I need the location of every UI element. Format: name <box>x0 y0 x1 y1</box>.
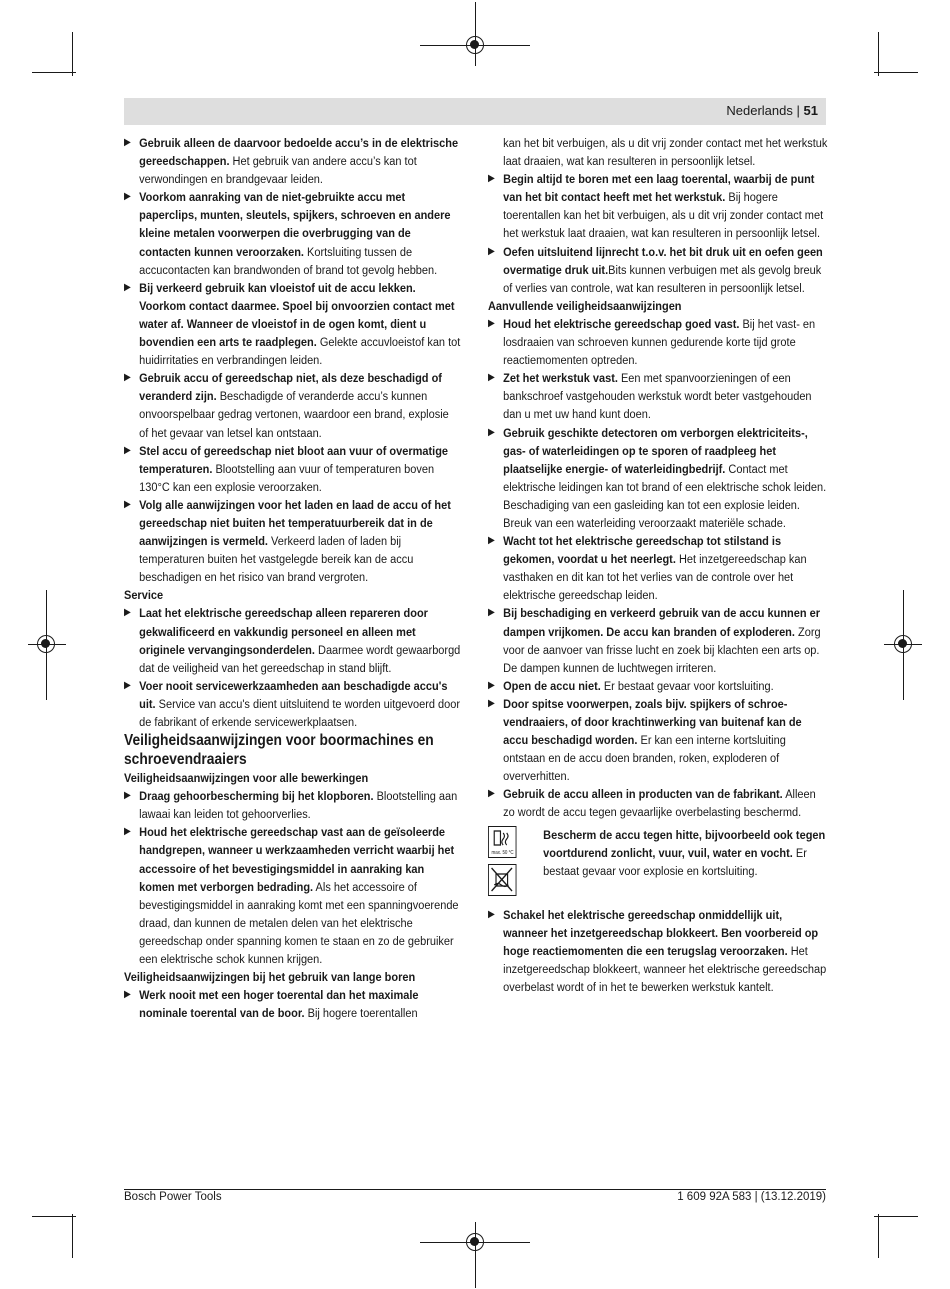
crop-mark <box>32 1216 76 1217</box>
bullet-bold-text: Houd het elektrische gereedschap vast aan de geïsoleerde handgrepen, wanneer u werkzaamheden verricht waarbij het accessoire of het bevestigingsmiddel in aanraking kan komen met verborgen bedrading. <box>139 825 455 894</box>
heat-warning-icon <box>488 826 516 858</box>
section-subheading: Service <box>124 588 164 603</box>
warning-bold-text: Bescherm de accu tegen hitte, bijvoorbeeld ook tegen voortdurend zonlicht, vuur, vuil, water en vocht. <box>543 827 826 860</box>
arrow-bullet-icon: ▶ <box>488 908 495 920</box>
footer-brand: Bosch Power Tools <box>124 1191 222 1203</box>
bullet-bold-text: Bij verkeerd gebruik kan vloeistof uit de accu lekken. Voorkom contact daarmee. Spoel bij onvoorzien contact met water af. Wanneer de vloeistof in de ogen komt, dient u bovendien een arts te raadplegen. <box>139 280 455 350</box>
bullet-item <box>488 532 828 604</box>
bullet-bold-text: Stel accu of gereedschap niet bloot aan vuur of overmatige temperaturen. <box>139 443 449 476</box>
bullet-item <box>488 677 828 695</box>
section-subheading: Veiligheidsaanwijzingen bij het gebruik van lange boren <box>124 970 416 985</box>
arrow-bullet-icon: ▶ <box>124 372 131 384</box>
bullet-text: Blootstelling aan lawaai kan leiden tot gehoorverlies. <box>139 789 458 822</box>
arrow-bullet-icon: ▶ <box>124 790 131 802</box>
warning-plain-text: Er bestaat gevaar voor explosie en kortsluiting. <box>543 845 807 878</box>
arrow-bullet-icon: ▶ <box>488 317 495 329</box>
warning-text <box>543 826 828 902</box>
footer-doc-id: 1 609 92A 583 | (13.12.2019) <box>677 1191 826 1203</box>
bullet-item <box>488 906 828 996</box>
crop-mark <box>874 72 918 73</box>
bullet-item <box>488 785 828 821</box>
arrow-bullet-icon: ▶ <box>488 372 495 384</box>
bullet-item <box>124 496 460 586</box>
arrow-bullet-icon: ▶ <box>124 444 131 456</box>
arrow-bullet-icon: ▶ <box>488 245 495 257</box>
bullet-text: Bij hogere toerentallen <box>304 1006 418 1021</box>
bullet-bold-text: Voer nooit servicewerkzaamheden aan beschadigde accu's uit. <box>139 678 448 711</box>
page-number: 51 <box>803 103 818 118</box>
arrow-bullet-icon: ▶ <box>124 281 131 293</box>
right-column <box>488 134 828 996</box>
bullet-text: Daarmee wordt gewaarborgd dat de veiligheid van het gereedschap in stand blijft. <box>139 642 461 675</box>
warning-icons <box>488 826 543 902</box>
section-subheading: Aanvullende veiligheidsaanwijzingen <box>488 298 682 313</box>
bullet-item <box>124 134 460 188</box>
arrow-bullet-icon: ▶ <box>124 137 131 148</box>
bullet-bold-text: Oefen uitsluitend lijnrecht t.o.v. het bit druk uit en oefen geen overmatige druk uit. <box>503 244 823 277</box>
bullet-bold-text: Open de accu niet. <box>503 678 601 693</box>
arrow-bullet-icon: ▶ <box>488 173 495 185</box>
bullet-bold-text: Zet het werkstuk vast. <box>503 371 618 386</box>
bullet-text: Blootstelling aan vuur of temperaturen boven 130°C kan een explosie veroorzaken. <box>139 461 435 494</box>
bullet-bold-text: Bij beschadiging en verkeerd gebruik van de accu kunnen er dampen vrijkomen. De accu kan branden of exploderen. <box>503 606 820 639</box>
header-separator: | <box>796 103 800 118</box>
bullet-text: Service van accu's dient uitsluitend te worden uitgevoerd door de fabrikant of erkende servicewerkplaatsen. <box>139 696 461 729</box>
bullet-text: Bits kunnen verbuigen met als gevolg breuk of verlies van controle, wat kan resulteren in persoonlijk letsel. <box>503 262 822 295</box>
bullet-bold-text: Draag gehoorbescherming bij het klopboren. <box>139 789 374 804</box>
bullet-item <box>488 315 828 369</box>
bullet-item <box>124 369 460 441</box>
warning-icon-block <box>488 826 828 902</box>
water-prohibited-icon <box>488 864 516 896</box>
arrow-bullet-icon: ▶ <box>124 607 131 619</box>
bullet-bold-text: Gebruik geschikte detectoren om verborgen elektriciteits-, gas- of waterleidingen op te sporen of raadpleeg het plaatselijke energie- of waterleidingbedrijf. <box>503 425 808 476</box>
bullet-bold-text: Begin altijd te boren met een laag toerental, waarbij de punt van het bit contact heeft met het werkstuk. <box>503 172 815 205</box>
registration-line <box>475 2 476 66</box>
header-language: Nederlands <box>726 103 793 118</box>
bullet-bold-text: Wacht tot het elektrische gereedschap tot stilstand is gekomen, voordat u het neerlegt. <box>503 534 782 567</box>
bullet-text: Er bestaat gevaar voor kortsluiting. <box>600 678 774 693</box>
crop-mark <box>874 1216 918 1217</box>
bullet-bold-text: Laat het elektrische gereedschap alleen repareren door gekwalificeerd en vakkundig personeel en alleen met originele vervangingsonderdelen. <box>139 606 428 657</box>
registration-target-icon <box>466 36 484 54</box>
bullet-bold-text: Houd het elektrische gereedschap goed vast. <box>503 316 740 331</box>
bullet-text: Gelekte accuvloeistof kan tot huidirritaties en verbrandingen leiden. <box>139 335 461 368</box>
bullet-text: Als het accessoire of bevestigingsmiddel in aanraking komt met een spanningvoerende draad, dan kunnen de metalen delen van het elektrische gereedschap onder spanning komen te staan en zo de gebruiker een elektrische schok kunnen krijgen. <box>139 879 459 967</box>
bullet-bold-text: Volg alle aanwijzingen voor het laden en laad de accu of het gereedschap niet buiten het temperatuurbereik dat in de aanwijzingen is vermeld. <box>139 497 451 549</box>
section-heading: Veiligheidsaanwijzingen voor boormachines en schroevendraaiers <box>124 732 434 769</box>
bullet-text: Bij het vast- en losdraaien van schroeven kunnen gedurende korte tijd grote reactiemomenten optreden. <box>503 316 816 368</box>
bullet-text: Het inzetgereedschap kan vasthaken en dit kan tot het verlies van de controle over het elektrische gereedschap leiden. <box>503 552 807 603</box>
arrow-bullet-icon: ▶ <box>488 426 495 438</box>
registration-target-icon <box>894 635 912 653</box>
page-header <box>124 98 826 125</box>
bullet-item <box>488 170 828 242</box>
bullet-item <box>124 188 460 278</box>
bullet-item <box>124 677 460 731</box>
bullet-text: Het gebruik van andere accu’s kan tot verwondingen en brandgevaar leiden. <box>139 154 417 187</box>
arrow-bullet-icon: ▶ <box>488 679 495 691</box>
bullet-text: Beschadigde of veranderde accu’s kunnen onvoorspelbaar gedrag vertonen, waardoor een brand, explosie of het gevaar van letsel kan ontstaan. <box>139 389 449 440</box>
bullet-bold-text: Schakel het elektrische gereedschap onmiddellijk uit, wanneer het inzetgereedschap blokkeert. Ben voorbereid op hoge reactiemomenten die een terugslag veroorzaken. <box>503 907 819 958</box>
bullet-item <box>488 424 828 533</box>
bullet-item <box>488 604 828 676</box>
crop-mark <box>72 32 73 76</box>
bullet-text: Een met spanvoorzieningen of een bankschroef vastgehouden werkstuk wordt beter vastgehouden dan u met uw hand kunt doen. <box>503 371 812 422</box>
bullet-text: Verkeerd laden of laden bij temperaturen buiten het vastgelegde bereik kan de accu beschadigen en het risico van brand vergroten. <box>139 534 414 585</box>
bullet-item <box>124 986 460 1022</box>
continued-text: kan het bit verbuigen, als u dit vrij zonder contact met het werkstuk laat draaien, wat kan resulteren in persoonlijk letsel. <box>503 136 828 169</box>
registration-target-icon <box>37 635 55 653</box>
bullet-bold-text: Gebruik de accu alleen in producten van de fabrikant. <box>503 787 783 802</box>
crop-mark <box>878 1214 879 1258</box>
arrow-bullet-icon: ▶ <box>488 697 495 709</box>
section-subheading: Veiligheidsaanwijzingen voor alle bewerkingen <box>124 771 369 786</box>
bullet-item <box>124 279 460 369</box>
bullet-bold-text: Voorkom aanraking van de niet-gebruikte accu met paperclips, munten, sleutels, spijkers, schroeven en andere kleine metalen voorwerpen die overbrugging van de contacten kunnen veroorzaken. <box>139 190 451 259</box>
bullet-bold-text: Gebruik accu of gereedschap niet, als deze beschadigd of veranderd zijn. <box>139 371 442 404</box>
bullet-text: Contact met elektrische leidingen kan tot brand of een elektrische schok leiden. Beschadiging van een gasleiding kan tot een explosie leiden. Breuk van een waterleiding veroorzaakt materiële schade. <box>503 461 827 530</box>
registration-target-icon <box>466 1233 484 1251</box>
bullet-text: Bij hogere toerentallen kan het bit verbuigen, als u dit vrij zonder contact met het werkstuk laat draaien, wat kan resulteren in persoonlijk letsel. <box>503 190 824 241</box>
footer-rule <box>124 1189 826 1190</box>
bullet-text: Alleen zo wordt de accu tegen gevaarlijke overbelasting beschermd. <box>503 787 816 820</box>
crop-mark <box>72 1214 73 1258</box>
bullet-item <box>488 369 828 423</box>
page-label <box>726 103 818 118</box>
bullet-item <box>124 604 460 676</box>
crop-mark <box>32 72 76 73</box>
registration-line <box>475 1222 476 1288</box>
arrow-bullet-icon: ▶ <box>124 679 131 691</box>
arrow-bullet-icon: ▶ <box>488 535 495 547</box>
bullet-bold-text: Werk nooit met een hoger toerental dan het maximale nominale toerental van de boor. <box>139 988 419 1021</box>
bullet-text: Het inzetgereedschap blokkeert, wanneer het elektrische gereedschap overbelast wordt of in het te bewerken werkstuk kantelt. <box>503 943 827 994</box>
bullet-text: Zorg voor de aanvoer van frisse lucht en zoek bij klachten een arts op. De dampen kunnen de luchtwegen irriteren. <box>503 624 821 675</box>
bullet-item <box>124 787 460 823</box>
arrow-bullet-icon: ▶ <box>124 826 131 838</box>
heat-icon-label: max. 50 °C <box>491 849 514 856</box>
left-column <box>124 134 460 1022</box>
bullet-text: Kortsluiting tussen de accucontacten kan brandwonden of brand tot gevolg hebben. <box>139 244 438 277</box>
arrow-bullet-icon: ▶ <box>488 788 495 800</box>
bullet-item <box>124 823 460 968</box>
bullet-text: Er kan een interne kortsluiting ontstaan en de accu doen branden, roken, exploderen of oververhitten. <box>503 733 786 784</box>
bullet-bold-text: Door spitse voorwerpen, zoals bijv. spijkers of schroevendraaiers, of door krachtinwerking van buitenaf kan de accu beschadigd worden. <box>503 696 802 748</box>
crop-mark <box>878 32 879 76</box>
arrow-bullet-icon: ▶ <box>124 498 131 510</box>
bullet-item <box>488 695 828 785</box>
arrow-bullet-icon: ▶ <box>124 191 131 203</box>
arrow-bullet-icon: ▶ <box>488 607 495 619</box>
bullet-item <box>124 442 460 496</box>
arrow-bullet-icon: ▶ <box>124 989 131 1001</box>
bullet-bold-text: Gebruik alleen de daarvoor bedoelde accu’s in de elektrische gereedschappen. <box>139 136 459 169</box>
bullet-item <box>488 243 828 297</box>
